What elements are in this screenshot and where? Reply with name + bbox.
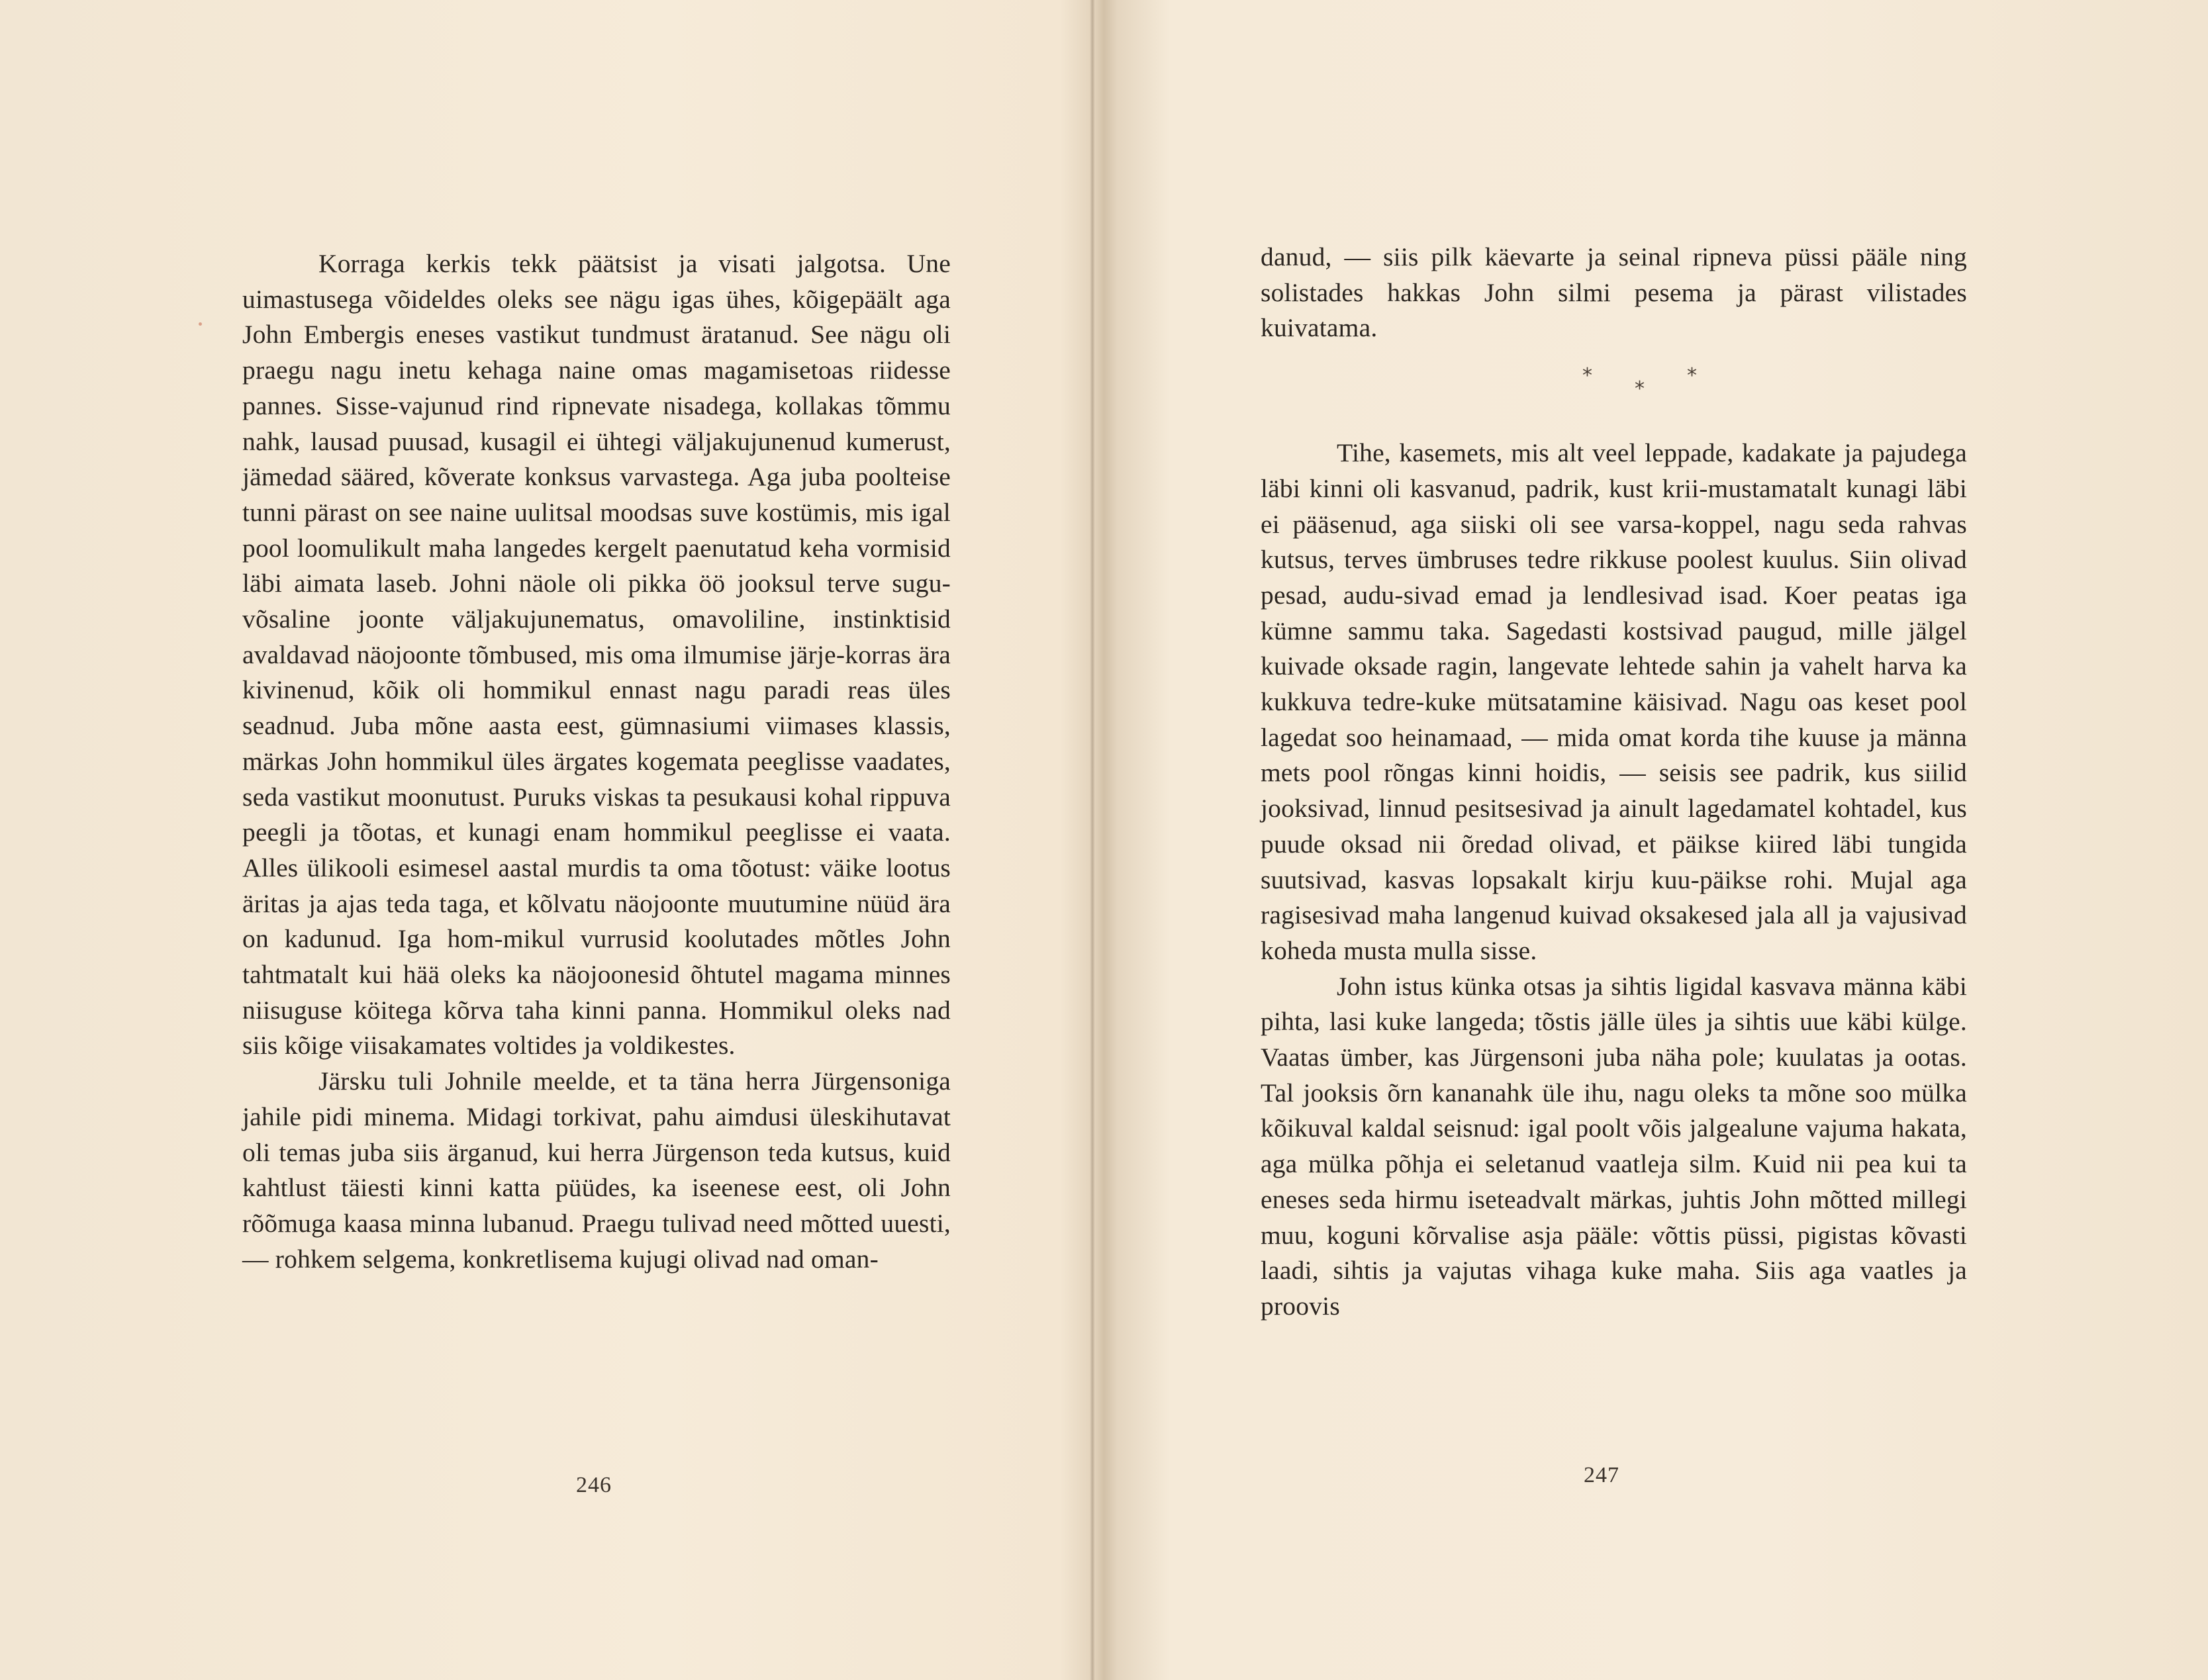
right-page [1096, 0, 2208, 1680]
left-page [0, 0, 1092, 1680]
page-number-right: 247 [1584, 1463, 1619, 1487]
left-page-text [242, 246, 951, 1277]
right-paragraph-2: Tihe, kasemets, mis alt veel leppade, kadakate ja pajudega läbi kinni oli kasvanud, padrik, kust krii-mustamatalt kunagi läbi ei pääsenud, aga siiski oli see varsa-koppel, nagu seda rahvas kutsus, terves ümbruses tedre rikkuse poolest kuulus. Siin olivad pesad, audu-sivad emad ja lendlesivad isad. Koer peatas iga kümne sammu taka. Sagedasti kostsivad paugud, mille jälgel kuivade oksade ragin, langevate lehtede sahin ja vahelt harva ka kukkuva tedre-kuke mütsatamine käisivad. Nagu oas keset pool lagedat soo heinamaad, — mida omat korda tihe kuuse ja männa mets pool rõngas kinni hoidis, — seisis see padrik, kus siilid jooksivad, linnud pesitsesivad ja ainult lagedamatel kohtadel, kus puude oksad nii õredad olivad, et päikse kiired läbi tungida suutsivad, kasvas lopsakalt kirju kuu-päikse rohi. Mujal aga ragisesivad maha langenud kuivad oksakesed jala all ja vajusivad koheda musta mulla sisse. [1261, 438, 1967, 965]
right-page-text [1261, 240, 1967, 1325]
right-paragraph-1: danud, — siis pilk käevarte ja seinal ripneva püssi pääle ning solistades hakkas John silmi pesema ja pärast vilistades kuivatama. [1261, 242, 1967, 343]
left-paragraph-1: Korraga kerkis tekk päätsist ja visati jalgotsa. Une uimastusega võideldes oleks see nägu igas ühes, kõigepäält aga John Embergis eneses vastikut tundmust äratanud. See nägu oli praegu nagu inetu kehaga naine omas magamisetoas riidesse pannes. Sisse-vajunud rind ripnevate nisadega, kollakas tõmmu nahk, lausad puusad, kusagil ei ühtegi väljakujunenud kumerust, jämedad sääred, kõverate konksus varvastega. Aga juba poolteise tunni pärast on see naine uulitsal moodsas suve kostümis, mis igal pool loomulikult maha langedes kergelt paenutatud keha vormisid läbi aimata laseb. Johni näole oli pikka öö jooksul terve sugu-võsaline joonte väljakujunematus, omavoliline, instinktisid avaldavad näojoonte tõmbused, mis oma ilmumise järje-korras ära kivinenud, kõik oli hommikul ennast nagu paradi reas üles seadnud. Juba mõne aasta eest, gümnasiumi viimases klassis, märkas John hommikul üles ärgates kogemata peeglisse vaadates, seda vastikut moonutust. Puruks viskas ta pesukausi kohal rippuva peegli ja tõotas, et kunagi enam hommikul peeglisse ei vaata. Alles ülikooli esimesel aastal murdis ta oma tõotust: väike lootus äritas ja ajas teda taga, et kõlvatu näojoonte muutumine nüüd ära on kadunud. Iga hom-mikul vurrusid koolutades mõtles John tahtmatalt kui hää oleks ka näojoonesid õhtutel magama minnes niisuguse köitega kõrva taha kinni panna. Hommikul oleks nad siis kõige viisakamates voltides ja voldikestes. [242, 249, 951, 1060]
page-number-left: 246 [576, 1473, 612, 1497]
separator-star: * [1635, 377, 1645, 401]
section-separator [1261, 346, 1967, 436]
separator-star: * [1582, 364, 1593, 388]
left-paragraph-2: Järsku tuli Johnile meelde, et ta täna herra Jürgensoniga jahile pidi minema. Midagi torkivat, pahu aimdusi üleskihutavat oli temas juba siis ärganud, kui herra Jürgenson teda kutsus, kuid kahtlust täiesti kinni katta püüdes, ka iseenese eest, oli John rõõmuga kaasa minna lubanud. Praegu tulivad need mõtted uuesti, — rohkem selgema, konkretlisema kujugi olivad nad oman- [242, 1066, 951, 1274]
paper-speck [199, 322, 202, 326]
right-paragraph-3: John istus künka otsas ja sihtis ligidal kasvava männa käbi pihta, lasi kuke langeda; tõstis jälle üles ja sihtis uue käbi külge. Vaatas ümber, kas Jürgensoni juba näha pole; kuulatas ja ootas. Tal jooksis õrn kananahk üle ihu, nagu oleks ta mõne soo mülka kõikuval kaldal seisnud: igal poolt võis jalgealune vajuma hakata, aga mülka põhja ei seletanud vaatleja silm. Kuid nii pea kui ta eneses seda hirmu iseteadvalt märkas, juhtis John mõtted millegi muu, koguni kõrvalise asja pääle: võttis püssi, pigistas kõvasti laadi, sihtis ja vajutas vihaga kuke maha. Siis aga vaatles ja proovis [1261, 971, 1967, 1321]
separator-star: * [1687, 364, 1698, 388]
